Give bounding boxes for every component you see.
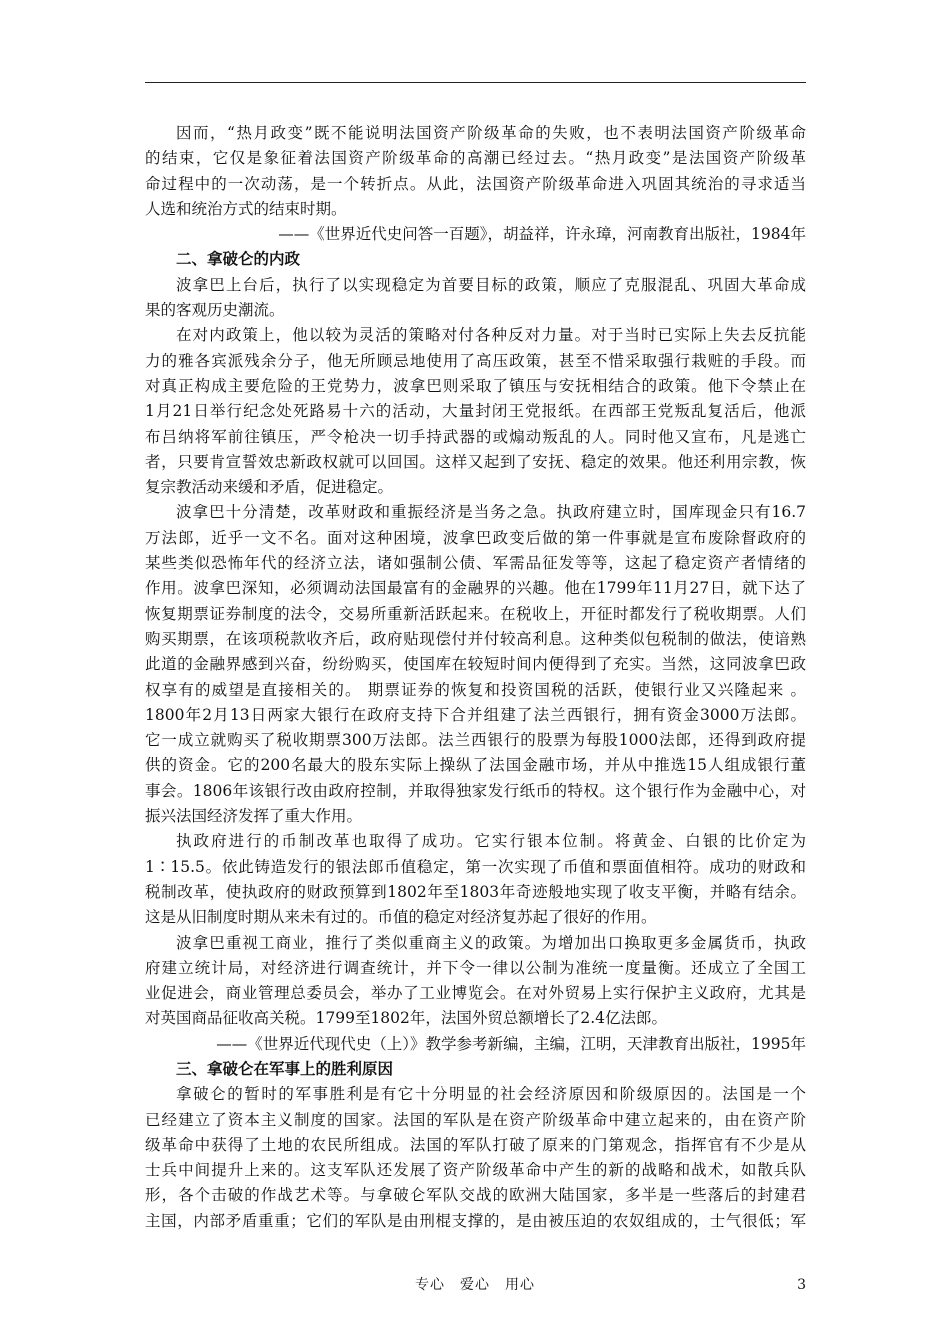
paragraph-line: 对真正构成主要危险的王党势力，波拿巴则采取了镇压与安抚相结合的政策。他下令禁止在 — [145, 376, 806, 395]
paragraph-line: 它一成立就购买了税收期票300万法郎。法兰西银行的股票为每股1000法郎，还得到政府提 — [145, 731, 806, 750]
paragraph-line: 供的资金。它的200名最大的股东实际上操纵了法国金融市场，并从中推选15人组成银行董 — [145, 756, 806, 775]
paragraph-line: 拿破仑的暂时的军事胜利是有它十分明显的社会经济原因和阶级原因的。法国是一个 — [176, 1085, 806, 1104]
paragraph-line: 执政府进行的币制改革也取得了成功。它实行银本位制。将黄金、白银的比价定为 — [176, 832, 806, 851]
footer-motto: 专心 爱心 用心 — [415, 1277, 535, 1293]
paragraph-line: 1月21日举行纪念处死路易十六的活动，大量封闭王党报纸。在西部王党叛乱复活后，他派 — [145, 402, 806, 421]
paragraph-line: 的结束，它仅是象征着法国资产阶级革命的高潮已经过去。“热月政变”是法国资产阶级革 — [145, 149, 806, 168]
paragraph-line: 人选和统治方式的结束时期。 — [145, 199, 347, 218]
paragraph-line: 作用。波拿巴深知，必须调动法国最富有的金融界的兴趣。他在1799年11月27日，就下达了 — [145, 579, 806, 598]
paragraph-line: 在对内政策上，他以较为灵活的策略对付各种反对力量。对于当时已实际上失去反抗能 — [176, 326, 806, 345]
section-heading: 三、拿破仑在军事上的胜利原因 — [176, 1059, 394, 1078]
paragraph-line: 主国，内部矛盾重重；它们的军队是由刑棍支撑的，是由被压迫的农奴组成的，士气很低；军 — [145, 1211, 806, 1230]
citation-line: ——《世界近代史问答一百题》，胡益祥，许永璋，河南教育出版社，1984年 — [278, 225, 806, 244]
paragraph-line: 购买期票，在该项税款收齐后，政府贴现偿付并付较高利息。这种类似包税制的做法，使谙熟 — [145, 629, 806, 648]
paragraph-line: 某些类似恐怖年代的经济立法，诸如强制公债、军需品征发等等，这起了稳定资产者情绪的 — [145, 554, 806, 573]
paragraph-line: 恢复期票证券制度的法令，交易所重新活跃起来。在税收上，开征时都发行了税收期票。人们 — [145, 604, 806, 623]
section-heading: 二、拿破仑的内政 — [176, 250, 301, 269]
paragraph-line: 1∶15.5。依此铸造发行的银法郎币值稳定，第一次实现了币值和票面值相符。成功的财政和 — [145, 857, 806, 876]
paragraph-line: 事会。1806年该银行改由政府控制，并取得独家发行纸币的特权。这个银行作为金融中心，对 — [145, 781, 806, 800]
paragraph-line: 府建立统计局，对经济进行调查统计，并下令一律以公制为准统一度量衡。还成立了全国工 — [145, 958, 806, 977]
paragraph-line: 1800年2月13日两家大银行在政府支持下合并组建了法兰西银行，拥有资金3000万法郎。 — [145, 705, 806, 724]
paragraph-line: 波拿巴十分清楚，改革财政和重振经济是当务之急。执政府建立时，国库现金只有16.7 — [176, 503, 806, 522]
paragraph-line: 力的雅各宾派残余分子，他无所顾忌地使用了高压政策，甚至不惜采取强行栽赃的手段。而 — [145, 351, 806, 370]
paragraph-line: 税制改革，使执政府的财政预算到1802年至1803年奇迹般地实现了收支平衡，并略有结余。 — [145, 882, 806, 901]
paragraph-line: 万法郎，近乎一文不名。面对这种困境，波拿巴政变后做的第一件事就是宣布废除督政府的 — [145, 528, 806, 547]
paragraph-line: 已经建立了资本主义制度的国家。法国的军队是在资产阶级革命中建立起来的，由在资产阶 — [145, 1110, 806, 1129]
paragraph-line: 级革命中获得了土地的农民所组成。法国的军队打破了原来的门第观念，指挥官有不少是从 — [145, 1135, 806, 1154]
paragraph-line: 因而，“热月政变”既不能说明法国资产阶级革命的失败，也不表明法国资产阶级革命 — [176, 124, 806, 142]
paragraph-line: 振兴法国经济发挥了重大作用。 — [145, 807, 363, 826]
paragraph-line: 此道的金融界感到兴奋，纷纷购买，使国库在较短时间内便得到了充实。当然，这同波拿巴政 — [145, 655, 806, 674]
paragraph-line: 波拿巴上台后，执行了以实现稳定为首要目标的政策，顺应了克服混乱、巩固大革命成 — [176, 275, 806, 294]
paragraph-line: 者，只要肯宣誓效忠新政权就可以回国。这样又起到了安抚、稳定的效果。他还利用宗教，恢 — [145, 452, 806, 471]
paragraph-line: 士兵中间提升上来的。这支军队还发展了资产阶级革命中产生的新的战略和战术，如散兵队 — [145, 1161, 806, 1180]
paragraph-line: 布吕纳将军前往镇压，严令枪决一切手持武器的或煽动叛乱的人。同时他又宣布，凡是逃亡 — [145, 427, 806, 446]
paragraph-line: 权享有的威望是直接相关的。 期票证券的恢复和投资国税的活跃，使银行业又兴隆起来 。 — [145, 680, 806, 699]
document-body — [145, 121, 806, 1234]
header-rule — [145, 82, 806, 83]
paragraph-line: 业促进会，商业管理总委员会，举办了工业博览会。在对外贸易上实行保护主义政府，尤其是 — [145, 984, 806, 1003]
paragraph-line: 命过程中的一次动荡，是一个转折点。从此，法国资产阶级革命进入巩固其统治的寻求适当 — [145, 174, 806, 193]
paragraph-line: 这是从旧制度时期从来未有过的。币值的稳定对经济复苏起了很好的作用。 — [145, 908, 657, 927]
paragraph-line: 复宗教活动来缓和矛盾，促进稳定。 — [145, 478, 394, 497]
paragraph-line: 波拿巴重视工商业，推行了类似重商主义的政策。为增加出口换取更多金属货币，执政 — [176, 933, 806, 952]
page-number: 3 — [797, 1277, 806, 1293]
paragraph-line: 形，各个击破的作战艺术等。与拿破仑军队交战的欧洲大陆国家，多半是一些落后的封建君 — [145, 1186, 806, 1205]
paragraph-line: 对英国商品征收高关税。1799至1802年，法国外贸总额增长了2.4亿法郎。 — [145, 1009, 668, 1028]
paragraph-line: 果的客观历史潮流。 — [145, 301, 285, 320]
citation-line: ——《世界近代现代史（上）》教学参考新编，主编，江明，天津教育出版社，1995年 — [216, 1034, 806, 1053]
